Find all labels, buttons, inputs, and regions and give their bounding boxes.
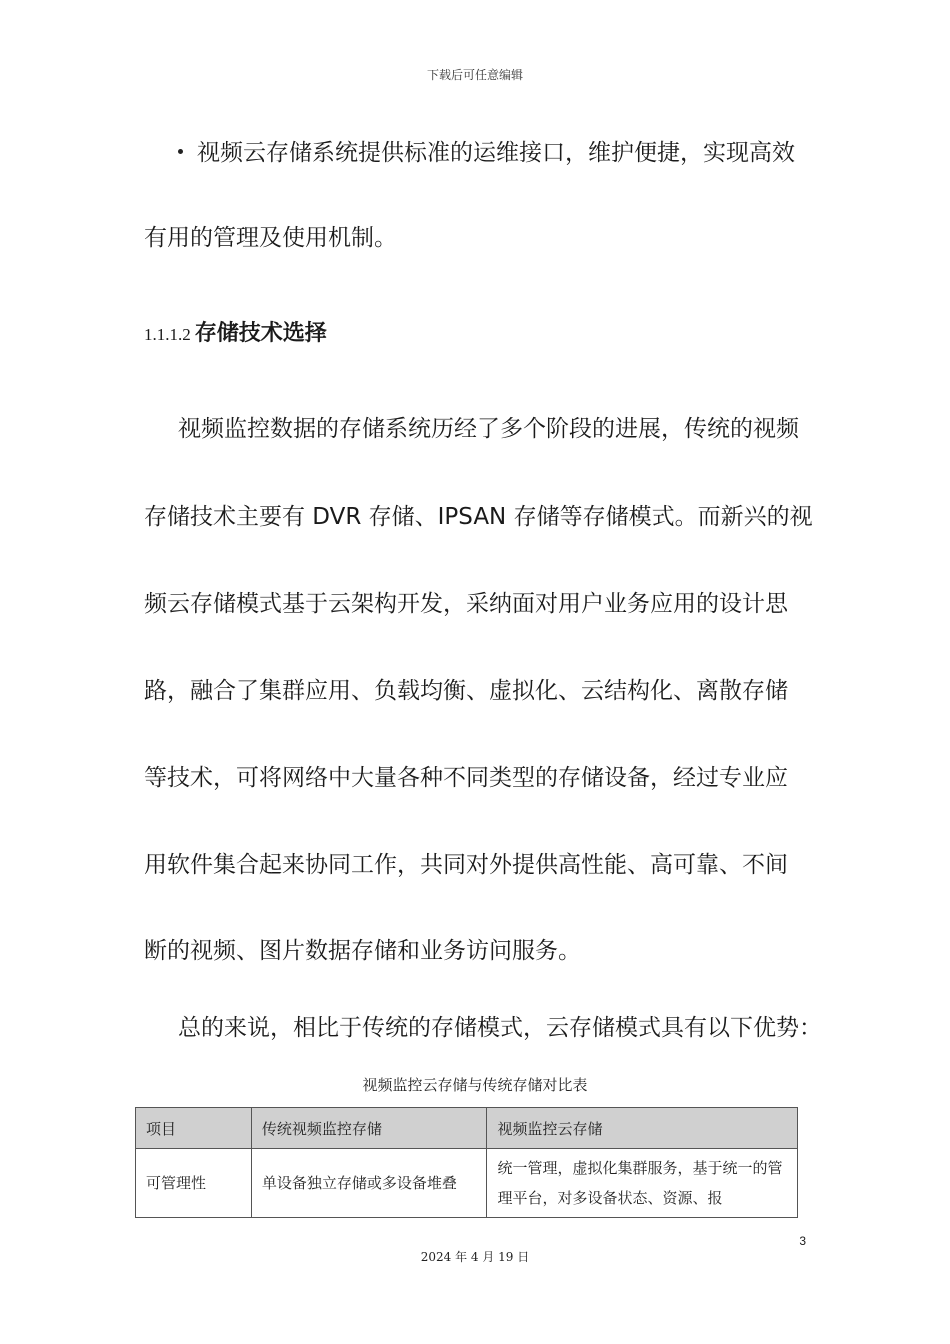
- paragraph1-line-2: 存储技术主要有 DVR 存储、IPSAN 存储等存储模式。而新兴的视: [144, 504, 813, 530]
- page-header: 下载后可任意编辑: [426, 68, 523, 82]
- table-cell: 统一管理，虚拟化集群服务，基于统一的管理平台，对多设备状态、资源、报: [487, 1149, 798, 1218]
- bullet-dot-icon: [178, 149, 183, 154]
- table-row: [136, 1149, 798, 1218]
- section-heading: [144, 316, 327, 347]
- table-cell: 单设备独立存储或多设备堆叠: [251, 1149, 487, 1218]
- table-caption: 视频监控云存储与传统存储对比表: [362, 1076, 588, 1094]
- bullet-item: [178, 137, 795, 169]
- paragraph1-line-5: 等技术，可将网络中大量各种不同类型的存储设备，经过专业应: [144, 765, 788, 791]
- section-title: 存储技术选择: [194, 321, 327, 346]
- paragraph1-line-7: 断的视频、图片数据存储和业务访问服务。: [144, 938, 581, 964]
- table-cell: 可管理性: [136, 1149, 252, 1218]
- paragraph1-line-6: 用软件集合起来协同工作，共同对外提供高性能、高可靠、不间: [144, 852, 788, 878]
- paragraph1-line-4: 路，融合了集群应用、负载均衡、虚拟化、云结构化、离散存储: [144, 678, 788, 704]
- bullet-line-1: 视频云存储系统提供标准的运维接口，维护便捷，实现高效: [197, 140, 795, 166]
- page-footer-date: 2024 年 4 月 19 日: [420, 1250, 530, 1264]
- table-header-row: [136, 1108, 798, 1149]
- paragraph2: 总的来说，相比于传统的存储模式，云存储模式具有以下优势：: [178, 1015, 822, 1041]
- comparison-table: [135, 1107, 798, 1218]
- bullet-line-2: 有用的管理及使用机制。: [144, 225, 397, 251]
- section-number: 1.1.1.2: [144, 325, 191, 344]
- table-header-cell: 项目: [136, 1108, 252, 1149]
- table-header-cell: 视频监控云存储: [487, 1108, 798, 1149]
- paragraph1-line-1: 视频监控数据的存储系统历经了多个阶段的进展，传统的视频: [178, 416, 799, 442]
- table-header-cell: 传统视频监控存储: [251, 1108, 487, 1149]
- page-number: 3: [799, 1234, 806, 1248]
- paragraph1-line-3: 频云存储模式基于云架构开发，采纳面对用户业务应用的设计思: [144, 591, 788, 617]
